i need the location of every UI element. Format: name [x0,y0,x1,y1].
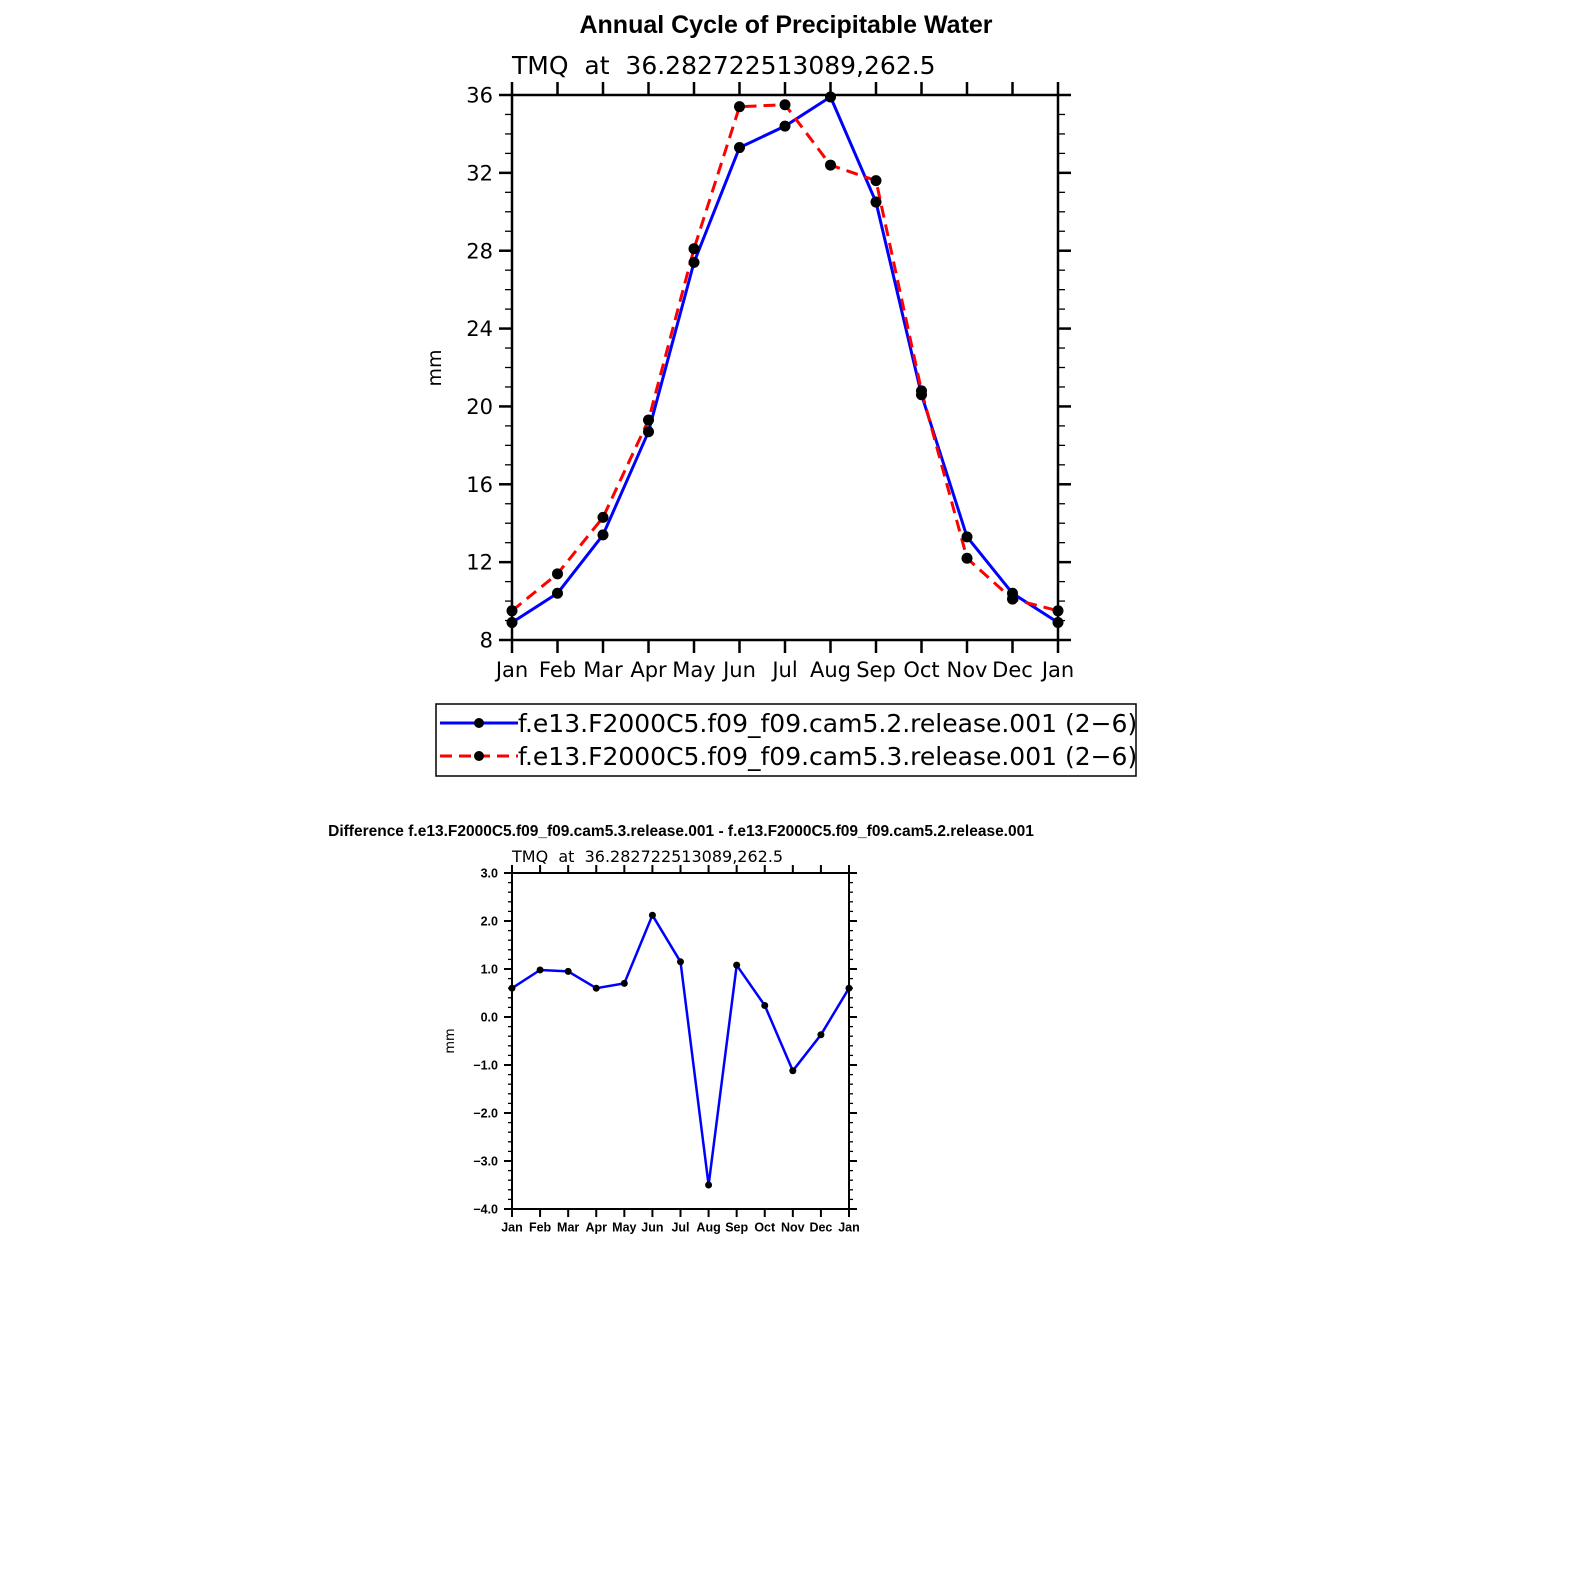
x-tick-label: Nov [781,1220,805,1235]
y-tick-label: 12 [466,550,493,575]
legend-swatch-marker-2 [474,751,484,761]
data-point-series-2 [780,99,791,110]
data-point-series-2 [871,175,882,186]
x-tick-label: Apr [630,658,667,683]
data-point-series-2 [916,385,927,396]
series-lines [512,97,1058,623]
series-line-2 [512,105,1058,611]
data-point-series-1 [761,1002,768,1009]
series-markers [507,91,1064,628]
x-tick-label: Aug [696,1220,721,1235]
data-point-series-1 [846,985,853,992]
data-point-series-1 [689,257,700,268]
plot-frame [512,95,1058,640]
data-point-series-2 [643,415,654,426]
data-point-series-1 [643,426,654,437]
y-tick-label: 3.0 [480,866,498,881]
chart-title: Difference f.e13.F2000C5.f09_f09.cam5.3.release.001 - f.e13.F2000C5.f09_f09.cam5.2.release.001 [328,823,1034,840]
data-point-series-2 [825,160,836,171]
data-point-series-1 [733,962,740,969]
data-point-series-1 [825,91,836,102]
data-point-series-1 [1053,617,1064,628]
data-point-series-1 [780,121,791,132]
data-point-series-1 [649,912,656,919]
x-tick-label: Jul [671,1220,690,1235]
x-tick-label: Jan [838,1220,860,1235]
x-tick-label: Jun [723,658,756,683]
y-tick-label: 2.0 [480,914,498,929]
data-point-series-1 [507,617,518,628]
chart-subtitle: TMQ at 36.282722513089,262.5 [512,51,936,80]
data-point-series-1 [705,1182,712,1189]
y-tick-label: 1.0 [480,962,498,977]
series-line-1 [512,915,849,1185]
legend [436,704,1137,776]
x-tick-label: Sep [856,658,896,683]
y-axis-label: mm [424,349,446,387]
data-point-series-2 [962,553,973,564]
data-point-series-2 [552,568,563,579]
chart-subtitle: TMQ at 36.282722513089,262.5 [512,847,784,866]
data-point-series-1 [871,197,882,208]
data-point-series-2 [598,512,609,523]
y-tick-label: 20 [466,394,493,419]
x-tick-label: May [672,658,716,683]
x-tick-label: Nov [946,658,988,683]
x-tick-label: Oct [754,1220,776,1235]
y-tick-label: −2.0 [473,1106,498,1121]
x-tick-label: Mar [557,1220,580,1235]
x-tick-label: Feb [528,1220,552,1235]
data-point-series-2 [734,101,745,112]
y-tick-label: −4.0 [473,1202,498,1217]
data-point-series-1 [565,968,572,975]
x-tick-label: Jun [641,1220,664,1235]
series-markers [509,912,853,1189]
y-tick-label: 24 [466,317,493,342]
x-tick-label: Sep [725,1220,749,1235]
y-tick-label: 0.0 [480,1010,498,1025]
y-tick-label: −3.0 [473,1154,498,1169]
plot-frame [512,873,849,1209]
data-point-series-1 [621,980,628,987]
y-tick-label: 36 [466,83,493,108]
data-point-series-2 [507,605,518,616]
y-tick-label: 8 [479,628,493,653]
difference-chart [328,823,1034,1234]
x-tick-label: Dec [809,1220,833,1235]
y-tick-label: −1.0 [473,1058,498,1073]
y-axis-label: mm [443,1028,458,1054]
x-tick-label: Aug [809,658,852,683]
chart-title: Annual Cycle of Precipitable Water [579,11,993,39]
data-point-series-1 [677,958,684,965]
data-point-series-1 [817,1031,824,1038]
x-tick-label: Dec [992,658,1033,683]
data-point-series-1 [962,531,973,542]
x-tick-label: Jan [501,1220,523,1235]
data-point-series-1 [789,1067,796,1074]
data-point-series-1 [593,985,600,992]
y-tick-label: 16 [466,472,493,497]
x-tick-label: May [612,1220,637,1235]
x-tick-label: Feb [538,658,577,683]
legend-swatch-marker-1 [474,718,484,728]
legend-label-1: f.e13.F2000C5.f09_f09.cam5.2.release.001 (2−6) [518,709,1138,738]
series-lines [512,915,849,1185]
x-tick-label: Apr [585,1220,608,1235]
x-tick-label: Jan [1041,658,1075,683]
legend-label-2: f.e13.F2000C5.f09_f09.cam5.3.release.001 (2−6) [518,742,1138,771]
data-point-series-1 [509,985,516,992]
y-tick-label: 28 [466,239,493,264]
y-tick-label: 32 [466,161,493,186]
data-point-series-1 [598,529,609,540]
data-point-series-1 [734,142,745,153]
x-tick-label: Mar [583,658,623,683]
x-tick-label: Jan [495,658,529,683]
x-tick-label: Jul [772,658,798,683]
plot-axes [473,865,859,1234]
series-line-1 [512,97,1058,623]
data-point-series-2 [1007,594,1018,605]
annual-cycle-chart [424,11,1074,682]
data-point-series-1 [552,588,563,599]
x-tick-label: Oct [903,658,940,683]
data-point-series-1 [537,966,544,973]
data-point-series-2 [1053,605,1064,616]
data-point-series-2 [689,243,700,254]
